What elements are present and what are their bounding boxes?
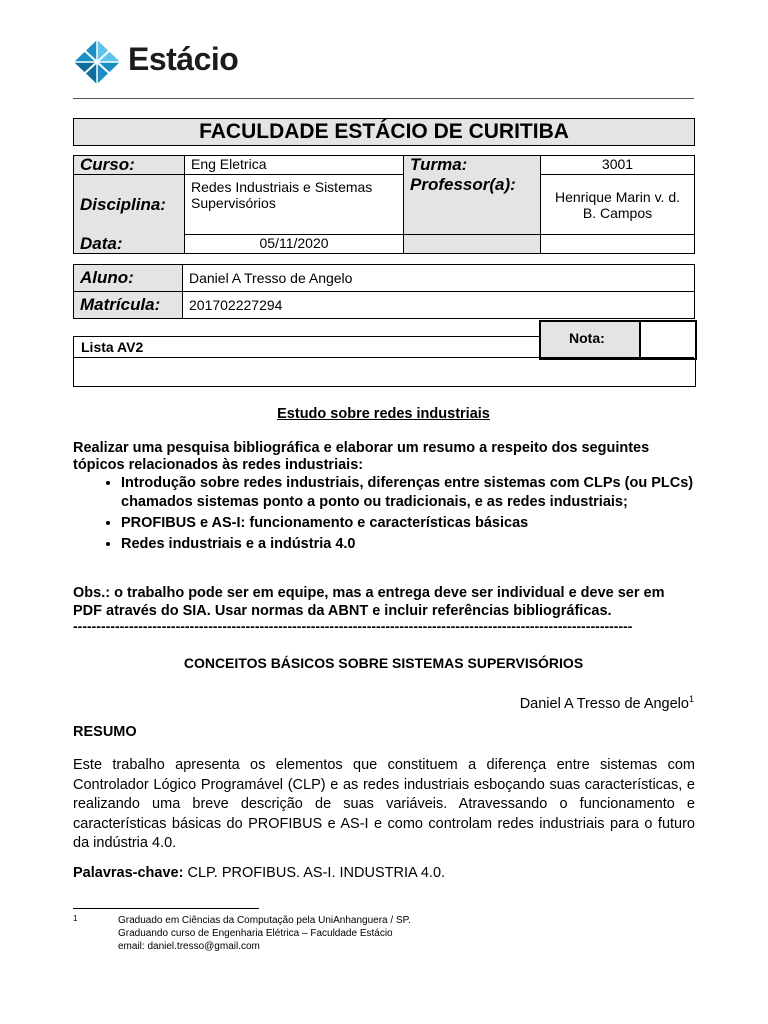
- footnote-line: Graduando curso de Engenharia Elétrica – Faculdade Estácio: [118, 928, 393, 939]
- keywords-label: Palavras-chave:: [73, 865, 184, 881]
- disciplina-label: Disciplina:: [74, 175, 185, 235]
- data-value: 05/11/2020: [185, 235, 404, 254]
- topic-list: [73, 474, 695, 556]
- logo-text: Estácio: [128, 41, 239, 77]
- course-info-table: [73, 155, 695, 254]
- aluno-label: Aluno:: [74, 265, 183, 292]
- keywords-value: CLP. PROFIBUS. AS-I. INDUSTRIA 4.0.: [187, 865, 446, 881]
- separator-line: ------------------------------------------------------------------------------------------------------------------------: [73, 618, 633, 634]
- obs-note: Obs.: o trabalho pode ser em equipe, mas a entrega deve ser individual e deve ser em PDF através do SIA. Usar normas da ABNT e incluir referências bibliográficas.: [73, 585, 665, 619]
- disciplina-value: Redes Industriais e Sistemas Supervisórios: [185, 175, 404, 235]
- author-footnote-mark: 1: [688, 694, 694, 704]
- header-divider: [73, 98, 694, 99]
- logo: [72, 38, 262, 86]
- keywords: [73, 864, 445, 883]
- turma-label: Turma:: [404, 156, 541, 175]
- assignment-intro: Realizar uma pesquisa bibliográfica e elaborar um resumo a respeito dos seguintes tópicos relacionados às redes industriais:: [73, 440, 650, 473]
- author-name: Daniel A Tresso de Angelo: [519, 695, 689, 712]
- paper-author: [520, 690, 694, 714]
- footnote-line: email: daniel.tresso@gmail.com: [118, 941, 260, 952]
- footnote-rule: [73, 908, 259, 909]
- student-info-table: [73, 264, 695, 319]
- estacio-logo-icon: [72, 38, 122, 86]
- page-title: FACULDADE ESTÁCIO DE CURITIBA: [73, 118, 695, 146]
- resumo-text: Este trabalho apresenta os elementos que constituem a diferença entre sistemas com Controlador Lógico Programável (CLP) e as redes industriais esboçando suas características, e realizando uma breve descrição de suas variáveis. Atravessando o funcionamento e características básicas do PROFIBUS e AS-I e como controlam redes industriais para o futuro da indústria 4.0.: [73, 757, 695, 851]
- professor-label: Professor(a):: [404, 175, 541, 235]
- curso-value: Eng Eletrica: [185, 156, 404, 175]
- topic-item: • Redes industriais e a indústria 4.0: [121, 535, 695, 554]
- paper-title: CONCEITOS BÁSICOS SOBRE SISTEMAS SUPERVISÓRIOS: [183, 655, 584, 671]
- lista-label: Lista AV2: [81, 339, 144, 355]
- turma-value: 3001: [541, 156, 695, 175]
- nota-value-cell: [639, 320, 697, 360]
- empty-cell: [404, 235, 541, 254]
- empty-cell: [541, 235, 695, 254]
- aluno-value: Daniel A Tresso de Angelo: [183, 265, 695, 292]
- curso-label: Curso:: [74, 156, 185, 175]
- assignment-heading: Estudo sobre redes industriais: [277, 406, 490, 422]
- footnote-line: Graduado em Ciências da Computação pela UniAnhanguera / SP.: [118, 915, 411, 926]
- lista-divider: [73, 357, 694, 358]
- data-label: Data:: [74, 235, 185, 254]
- footnote-text: [118, 914, 411, 953]
- topic-item: • PROFIBUS e AS-I: funcionamento e características básicas: [121, 514, 695, 533]
- professor-value: Henrique Marin v. d. B. Campos: [541, 175, 695, 235]
- matricula-label: Matrícula:: [74, 292, 183, 319]
- resumo-heading: RESUMO: [73, 724, 137, 740]
- footnote-mark: 1: [73, 914, 78, 923]
- topic-item: • Introdução sobre redes industriais, diferenças entre sistemas com CLPs (ou PLCs) chamados sistemas ponto a ponto ou tradicionais, e as redes industriais;: [121, 474, 695, 512]
- nota-label: Nota:: [569, 330, 605, 346]
- matricula-value: 201702227294: [183, 292, 695, 319]
